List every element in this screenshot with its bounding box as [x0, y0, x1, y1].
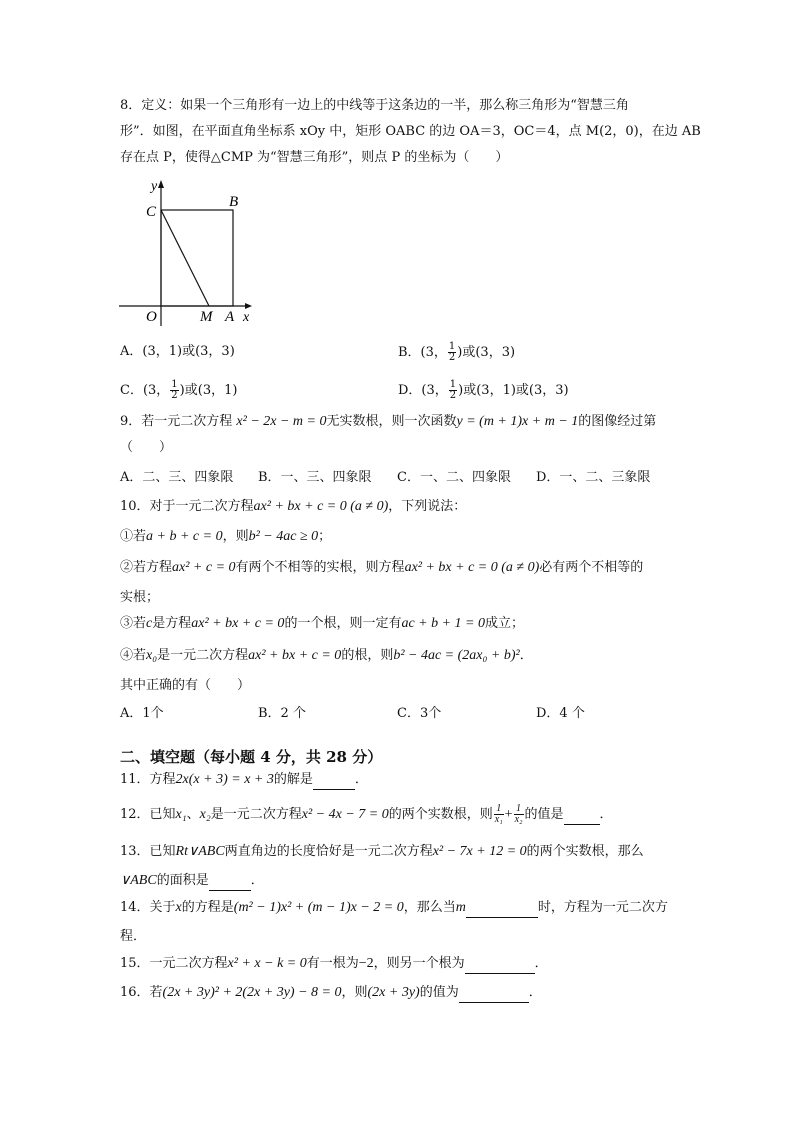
q14-answer-blank[interactable] [466, 903, 538, 918]
q10-statement-3: ③若c是方程ax² + bx + c = 0的一个根，则一定有ac + b + 1 = 0成立； [120, 616, 525, 631]
label-y: y [151, 179, 158, 194]
label-a: A [225, 309, 235, 325]
q11-answer-blank[interactable] [313, 775, 355, 790]
y-axis-arrow [158, 180, 164, 188]
q8-option-b: B．(3， $\frac{1}{2}$ )或(3，3) [398, 341, 516, 363]
q11: 11．方程2x(x + 3) = x + 3的解是 ． [120, 770, 368, 790]
x-axis-arrow [245, 303, 252, 309]
label-c: C [146, 204, 157, 220]
q10-option-b: B．2 个 [258, 706, 306, 721]
label-b: B [229, 194, 239, 210]
q9-option-c: C．一、二、四象限 [397, 470, 511, 485]
q14-line-2: 程． [120, 929, 147, 944]
q13-answer-blank[interactable] [209, 876, 251, 891]
q15: 15．一元二次方程x² + x − k = 0有一根为−2，则另一个根为 ． [120, 954, 548, 974]
q8-line-1: 8．定义：如果一个三角形有一边上的中线等于这条边的一半，那么称三角形为“智慧三角 [120, 98, 629, 113]
q8-option-d: D．(3， $\frac{1}{2}$ )或(3，1)或(3，3) [398, 379, 569, 401]
q15-answer-blank[interactable] [465, 959, 535, 974]
q9-line-2: （ ） [120, 440, 173, 455]
q10-statement-1: ①若a + b + c = 0，则b² − 4ac ≥ 0； [120, 529, 332, 544]
q10-stem: 10．对于一元二次方程ax² + bx + c = 0 (a ≠ 0)，下列说法： [120, 499, 467, 514]
q9-line-1: 9．若一元二次方程 x² − 2x − m = 0无实数根，则一次函数y = (m + 1)x + m − 1的图像经过第 [120, 414, 657, 429]
label-x: x [243, 310, 250, 325]
q8-option-c: C．(3， $\frac{1}{2}$ )或(3，1) [120, 379, 238, 401]
q14-line-1: 14．关于x的方程是(m² − 1)x² + (m − 1)x − 2 = 0，那么当m 时，方程为一元二次方 [120, 898, 668, 918]
q8-rectangle-figure [115, 176, 260, 328]
q8-option-a: A．(3，1)或(3，3) [120, 344, 235, 359]
q10-statement-4: ④若x₀是一元二次方程ax² + bx + c = 0的根，则b² − 4ac = (2ax₀ + b)²． [120, 648, 533, 663]
segment-cm [161, 210, 209, 306]
q9-option-b: B．一、三、四象限 [258, 470, 372, 485]
q10-option-d: D．4 个 [536, 706, 585, 721]
q10-option-a: A．1个 [120, 706, 164, 721]
label-o: O [146, 309, 157, 325]
q10-statement-2-cont: 实根； [120, 590, 160, 605]
q9-option-d: D．一、二、三象限 [536, 470, 651, 485]
q10-option-c: C．3个 [397, 706, 442, 721]
rectangle-oabc [161, 210, 233, 306]
q12-answer-blank[interactable] [564, 810, 600, 825]
q9-option-a: A．二、三、四象限 [120, 470, 234, 485]
q8-line-2: 形”．如图，在平面直角坐标系 xOy 中，矩形 OABC 的边 OA＝3，OC＝4，点 M(2，0)，在边 AB [120, 124, 701, 139]
q16: 16．若(2x + 3y)² + 2(2x + 3y) − 8 = 0，则(2x + 3y)的值为 ． [120, 983, 542, 1003]
label-m: M [200, 309, 213, 325]
q8-line-3: 存在点 P，使得△CMP 为“智慧三角形”，则点 P 的坐标为（ ） [120, 150, 509, 165]
q12: 12．已知x₁、x₂是一元二次方程x² − 4x − 7 = 0的两个实数根，则 $\frac{1}{\text{x₁}}$ + $\frac{1}{\text{x₂}}$ 的值是 ． [120, 803, 613, 825]
q13-line-1: 13．已知Rt∨ABC两直角边的长度恰好是一元二次方程x² − 7x + 12 = 0的两个实数根，那么 [120, 844, 644, 859]
q10-ask: 其中正确的有（ ） [120, 678, 251, 693]
q16-answer-blank[interactable] [459, 988, 529, 1003]
q10-statement-2: ②若方程ax² + c = 0有两个不相等的实根，则方程ax² + bx + c = 0 (a ≠ 0)必有两个不相等的 [120, 560, 644, 575]
q13-line-2: ∨ABC的面积是 ． [120, 871, 264, 891]
section-2-title: 二、填空题（每小题 4 分，共 28 分） [120, 748, 383, 766]
